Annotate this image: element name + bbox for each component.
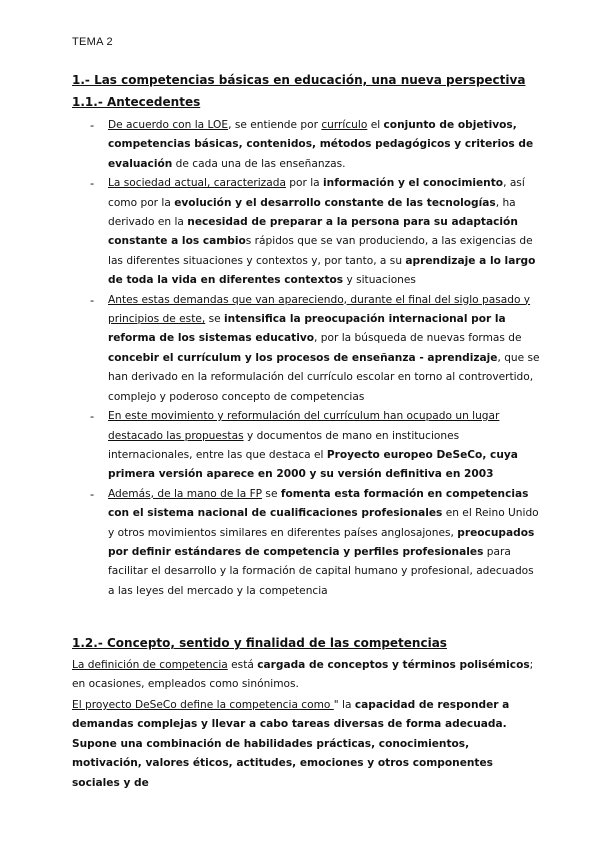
list-dash: - [90, 292, 95, 307]
antecedentes-list [0, 116, 600, 601]
list-dash: - [90, 486, 95, 501]
section-heading-1-2: 1.2.- Concepto, sentido y finalidad de las competencias [72, 636, 447, 650]
section-heading-1-1: 1.1.- Antecedentes [72, 95, 201, 109]
list-dash: - [90, 118, 95, 132]
list-item-text: Además, de la mano de la FP se fomenta esta formación en competencias con el sistema nacional de cualificaciones profesionales en el Reino Unido y otros movimientos similares en diferentes países anglosajones, preocupados por definir estándares de competencia y perfiles profesionales para facilitar el desarrollo y la formación de capital humano y profesional, adecuados a las leyes del mercado y la competencia [108, 487, 539, 597]
list-item [0, 407, 600, 485]
list-item [0, 116, 600, 174]
list-item-text: En este movimiento y reformulación del currículum han ocupado un lugar destacado las propuestas y documentos de mano en instituciones internacionales, entre las que destaca el Proyecto europeo DeSeCo, cuya primera versión aparece en 2000 y su versión definitiva en 2003 [108, 410, 518, 481]
list-item-text: La sociedad actual, caracterizada por la información y el conocimiento, así como por la evolución y el desarrollo constante de las tecnologías, ha derivado en la necesidad de preparar a la persona para su adaptación constante a los cambios rápidos que se van produciendo, a las exigencias de las diferentes situaciones y contextos y, por tanto, a su aprendizaje a lo largo de toda la vida en diferentes contextos y situaciones [108, 177, 536, 287]
document-header-tema: TEMA 2 [72, 36, 113, 48]
list-dash: - [90, 176, 95, 191]
paragraph-deseco: El proyecto DeSeCo define la competencia como " la capacidad de responder a demandas complejas y llevar a cabo tareas diversas de forma adecuada. Supone una combinación de habilidades prácticas, conocimientos, motivación, valores éticos, actitudes, emociones y otros componentes sociales y de [72, 699, 510, 789]
list-dash: - [90, 409, 95, 424]
list-item-text: Antes estas demandas que van apareciendo, durante el final del siglo pasado y principios de este, se intensifica la preocupación internacional por la reforma de los sistemas educativo, por la búsqueda de nuevas formas de concebir el currículum y los procesos de enseñanza - aprendizaje, que se han derivado en la reformulación del currículo escolar en torno al controvertido, complejo y poderoso concepto de competencias [108, 293, 540, 403]
section-heading-1: 1.- Las competencias básicas en educación, una nueva perspectiva [72, 73, 526, 87]
list-item-text: De acuerdo con la LOE, se entiende por currículo el conjunto de objetivos, competencias básicas, contenidos, métodos pedagógicos y criterios de evaluación de cada una de las enseñanzas. [108, 119, 534, 170]
list-item [0, 174, 600, 290]
list-item [0, 485, 600, 601]
list-item [0, 291, 600, 407]
paragraph-definicion: La definición de competencia está cargada de conceptos y términos polisémicos; en ocasiones, empleados como sinónimos. [72, 659, 534, 691]
